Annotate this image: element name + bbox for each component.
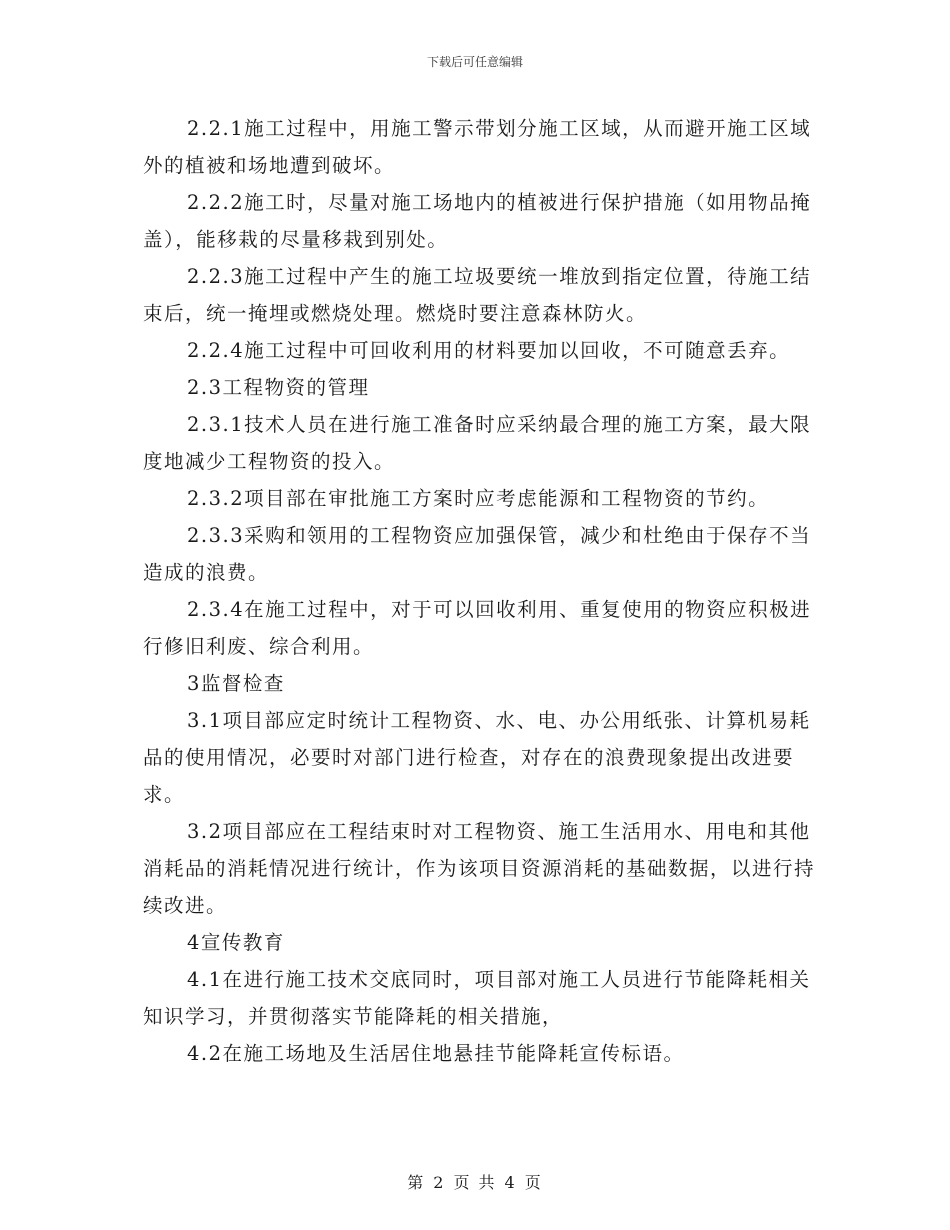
footer-suffix: 页 <box>524 1173 543 1192</box>
total-page-number: 4 <box>504 1173 517 1192</box>
paragraph-2-2-1: 2.2.1施工过程中，用施工警示带划分施工区域，从而避开施工区域外的植被和场地遭到破坏。 <box>143 117 812 177</box>
footer-prefix: 第 <box>407 1173 426 1192</box>
paragraph-2-3-4: 2.3.4在施工过程中，对于可以回收利用、重复使用的物资应积极进行修旧利废、综合利用。 <box>143 598 812 658</box>
page-header: 下载后可任意编辑 <box>426 55 523 69</box>
paragraph-2-3-2: 2.3.2项目部在审批施工方案时应考虑能源和工程物资的节约。 <box>187 487 770 510</box>
paragraph-2-2-3: 2.2.3施工过程中产生的施工垃圾要统一堆放到指定位置，待施工结束后，统一掩埋或燃烧处理。燃烧时要注意森林防火。 <box>143 265 812 325</box>
page-footer <box>0 1170 950 1193</box>
paragraph-2-2-2: 2.2.2施工时，尽量对施工场地内的植被进行保护措施（如用物品掩盖），能移栽的尽量移栽到别处。 <box>143 191 812 251</box>
paragraph-2-3-3: 2.3.3采购和领用的工程物资应加强保管，减少和杜绝由于保存不当造成的浪费。 <box>143 524 812 584</box>
paragraph-4-1: 4.1在进行施工技术交底同时，项目部对施工人员进行节能降耗相关知识学习，并贯彻落实节能降耗的相关措施， <box>143 968 811 1028</box>
footer-mid: 页 共 <box>453 1173 497 1192</box>
current-page-number: 2 <box>433 1173 446 1192</box>
paragraph-4-2: 4.2在施工场地及生活居住地悬挂节能降耗宣传标语。 <box>187 1042 685 1065</box>
section-heading-3: 3监督检查 <box>187 672 285 695</box>
paragraph-3-2: 3.2项目部应在工程结束时对工程物资、施工生活用水、用电和其他消耗品的消耗情况进行统计，作为该项目资源消耗的基础数据，以进行持续改进。 <box>143 820 816 917</box>
section-heading-4: 4宣传教育 <box>187 931 285 954</box>
paragraph-2-2-4: 2.2.4施工过程中可回收利用的材料要加以回收，不可随意丢弃。 <box>187 339 791 362</box>
section-heading-2-3: 2.3工程物资的管理 <box>187 376 370 399</box>
document-body <box>143 110 815 1072</box>
paragraph-2-3-1: 2.3.1技术人员在进行施工准备时应采纳最合理的施工方案，最大限度地减少工程物资的投入。 <box>143 413 812 473</box>
paragraph-3-1: 3.1项目部应定时统计工程物资、水、电、办公用纸张、计算机易耗品的使用情况，必要时对部门进行检查，对存在的浪费现象提出改进要求。 <box>143 709 811 806</box>
